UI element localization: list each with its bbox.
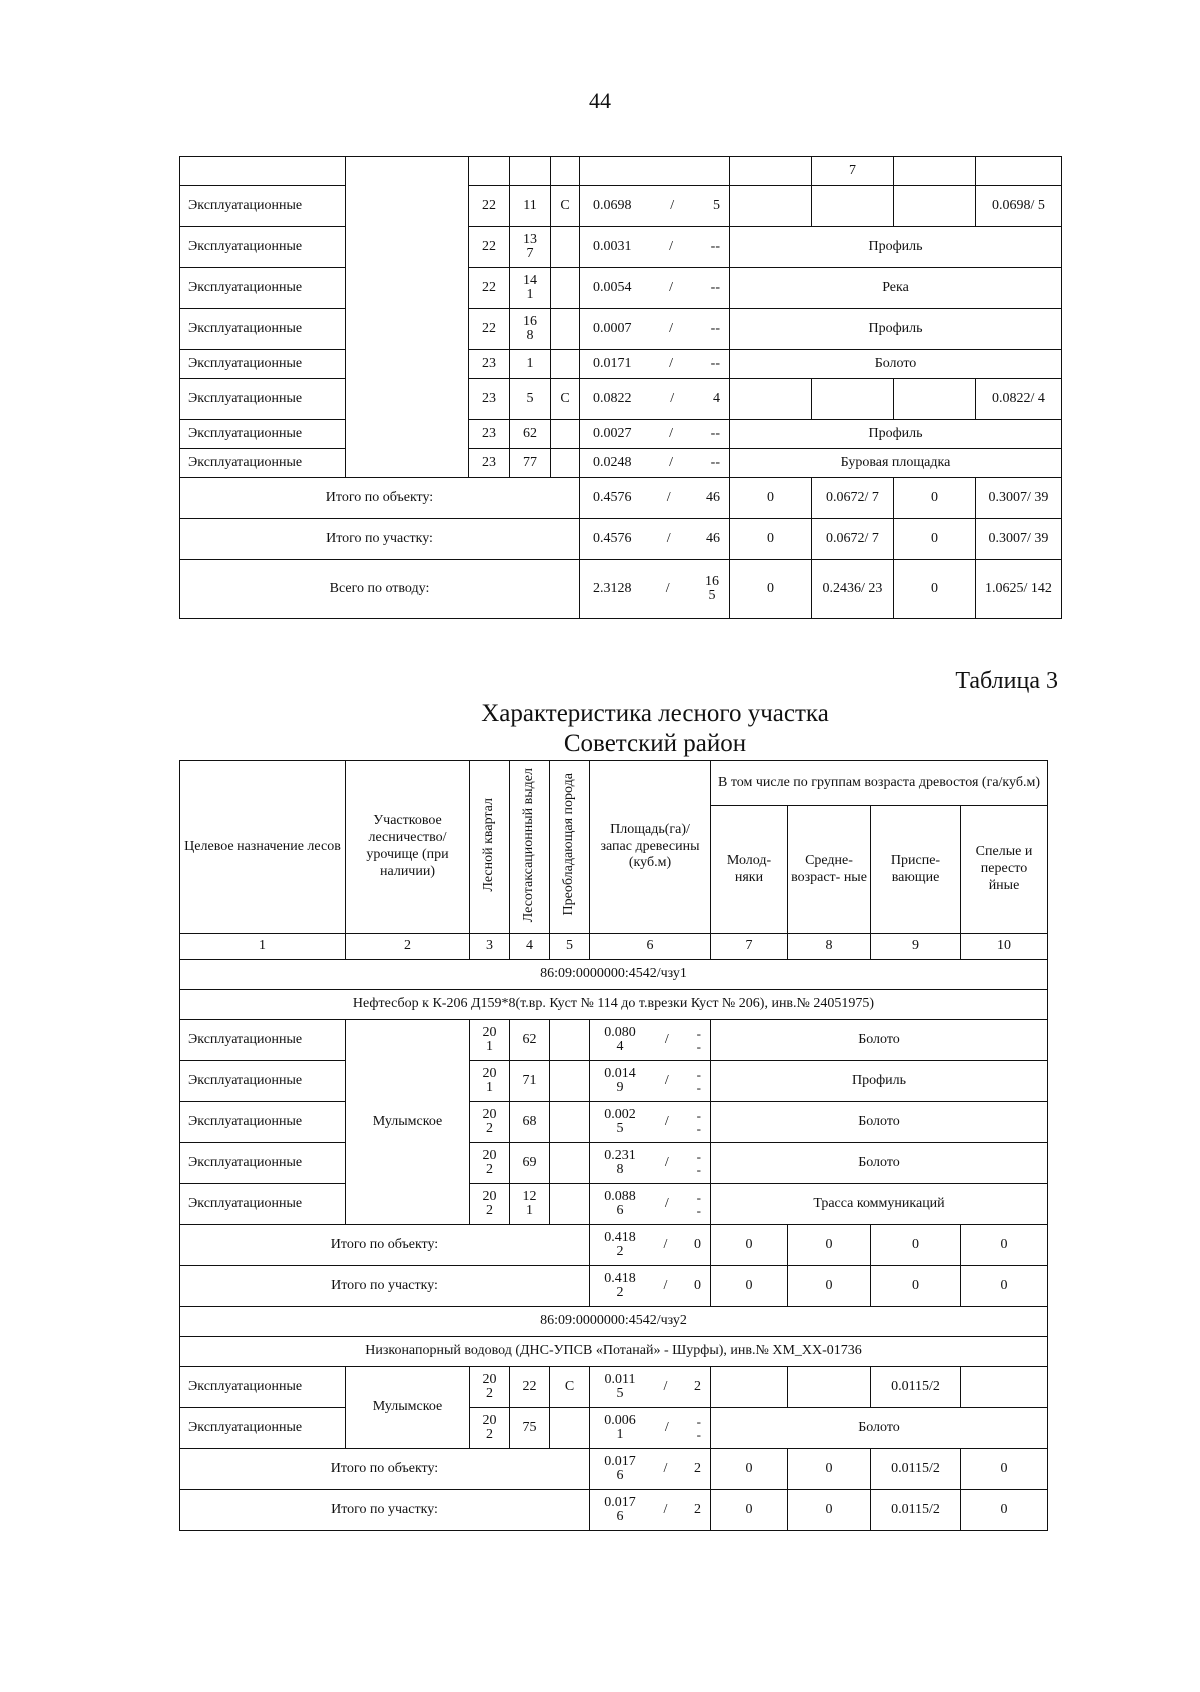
cell-spelye: 0 <box>961 1266 1048 1307</box>
slash: / <box>663 1236 668 1252</box>
header-age-groups: В том числе по группам возраста древостоя (га/куб.м) <box>711 761 1048 806</box>
total-row <box>180 519 1062 560</box>
zapas-value: 2 <box>693 1460 701 1476</box>
cell-land-type: Профиль <box>730 227 1062 268</box>
col-number: 9 <box>871 934 961 960</box>
table-caption: Таблица 3 <box>955 668 1058 694</box>
cell-naznachenie: Эксплуатационные <box>180 379 346 420</box>
cell-vydel: 71 <box>510 1061 550 1102</box>
continuation-header-row <box>180 157 1062 186</box>
area-value: 0.231 8 <box>604 1148 636 1177</box>
cell-area <box>580 449 730 478</box>
cell-kvartal: 22 <box>469 186 510 227</box>
object-name: Низконапорный водовод (ДНС-УПСВ «Потанай» - Шурфы), инв.№ ХМ_ХХ-01736 <box>180 1337 1048 1367</box>
cell-naznachenie: Эксплуатационные <box>180 420 346 449</box>
header-prispevayushchie: Приспе- вающие <box>871 806 961 934</box>
cell-poroda <box>550 1184 590 1225</box>
slash: / <box>664 1154 669 1170</box>
cell-area <box>590 1143 711 1184</box>
cell-lesnichestvo <box>346 268 469 309</box>
table-row <box>180 1184 1048 1225</box>
header-row <box>180 761 1048 806</box>
zapas-value: -- <box>710 454 720 470</box>
table-row <box>180 1408 1048 1449</box>
cell-naznachenie: Эксплуатационные <box>180 1020 346 1061</box>
cell-land-type: Трасса коммуникаций <box>711 1184 1048 1225</box>
slash: / <box>663 1378 668 1394</box>
cell-naznachenie: Эксплуатационные <box>180 449 346 478</box>
zapas-value: -- <box>710 238 720 254</box>
cell-area <box>590 1367 711 1408</box>
cell-molodnyaki: 0 <box>711 1225 788 1266</box>
cell-area <box>580 560 730 619</box>
zapas-value: 4 <box>712 390 720 406</box>
cell-poroda <box>550 1143 590 1184</box>
object-name: Нефтесбор к К-206 Д159*8(т.вр. Куст № 114 до т.врезки Куст № 206), инв.№ 24051975) <box>180 990 1048 1020</box>
cell-lesnichestvo <box>346 309 469 350</box>
cell-prispevayushchie: 0 <box>894 478 976 519</box>
header-lesnichestvo: Участковое лесничество/ урочище (при наличии) <box>346 761 470 934</box>
slash: / <box>670 390 675 406</box>
cell-lesnichestvo <box>346 379 469 420</box>
cell-prispevayushchie <box>894 186 976 227</box>
area-value: 0.002 5 <box>604 1107 636 1136</box>
zapas-value: 0 <box>693 1236 701 1252</box>
cell-naznachenie: Эксплуатационные <box>180 1367 346 1408</box>
table-row <box>180 186 1062 227</box>
cell-srednevozrastnye: 0 <box>788 1266 871 1307</box>
cell-kvartal: 20 2 <box>470 1367 510 1408</box>
cell-empty <box>180 157 346 186</box>
cell-spelye: 0.3007/ 39 <box>976 519 1062 560</box>
slash: / <box>666 530 671 546</box>
area-value: 0.418 2 <box>604 1230 636 1259</box>
cell-land-type: Профиль <box>730 309 1062 350</box>
cell-spelye: 0 <box>961 1449 1048 1490</box>
cell-kvartal: 22 <box>469 227 510 268</box>
col-number: 1 <box>180 934 346 960</box>
zapas-value: - - <box>696 1149 701 1177</box>
section-cadastre-row <box>180 1307 1048 1337</box>
cell-prispevayushchie: 0 <box>894 519 976 560</box>
zapas-value: 46 <box>705 489 720 505</box>
table-subtitle: Советский район <box>563 730 747 757</box>
header-spelye: Спелые и пересто йные <box>961 806 1048 934</box>
cell-poroda <box>551 449 580 478</box>
header-vydel: Лесотаксационный выдел <box>510 761 550 934</box>
cell-naznachenie: Эксплуатационные <box>180 186 346 227</box>
section-cadastre-row <box>180 960 1048 990</box>
slash: / <box>664 1195 669 1211</box>
cell-area <box>590 1449 711 1490</box>
cell-poroda <box>551 268 580 309</box>
table-row <box>180 379 1062 420</box>
slash: / <box>663 1277 668 1293</box>
cell-land-type: Река <box>730 268 1062 309</box>
cell-area <box>580 519 730 560</box>
cell-total-label: Итого по объекту: <box>180 1225 590 1266</box>
cell-area <box>590 1184 711 1225</box>
cell-srednevozrastnye <box>812 379 894 420</box>
col-number: 3 <box>470 934 510 960</box>
cell-poroda <box>551 309 580 350</box>
cell-kvartal: 20 1 <box>470 1020 510 1061</box>
cell-total-label: Итого по объекту: <box>180 1449 590 1490</box>
zapas-value: - - <box>696 1026 701 1054</box>
zapas-value: - - <box>696 1108 701 1136</box>
cell-kvartal: 23 <box>469 449 510 478</box>
cell-vydel: 16 8 <box>510 309 551 350</box>
cell-naznachenie: Эксплуатационные <box>180 1184 346 1225</box>
cell-molodnyaki <box>711 1367 788 1408</box>
table-row <box>180 1143 1048 1184</box>
cell-naznachenie: Эксплуатационные <box>180 268 346 309</box>
cell-vydel: 75 <box>510 1408 550 1449</box>
cell-vydel: 69 <box>510 1143 550 1184</box>
cell-kvartal: 23 <box>469 379 510 420</box>
cell-area <box>580 268 730 309</box>
cell-area <box>590 1408 711 1449</box>
col-number: 8 <box>788 934 871 960</box>
cell-naznachenie: Эксплуатационные <box>180 350 346 379</box>
area-value: 0.4576 <box>593 489 632 505</box>
cell-molodnyaki: 0 <box>711 1266 788 1307</box>
cell-empty <box>730 157 812 186</box>
area-value: 0.418 2 <box>604 1271 636 1300</box>
col-number: 6 <box>590 934 711 960</box>
cell-lesnichestvo: Мулымское <box>346 1367 470 1449</box>
area-value: 0.014 9 <box>604 1066 636 1095</box>
slash: / <box>664 1113 669 1129</box>
cell-poroda <box>550 1408 590 1449</box>
cell-area <box>590 1225 711 1266</box>
cell-area <box>580 478 730 519</box>
slash: / <box>663 1501 668 1517</box>
cell-prispevayushchie: 0 <box>871 1225 961 1266</box>
cell-land-type: Профиль <box>730 420 1062 449</box>
cell-poroda <box>551 420 580 449</box>
total-row <box>180 1490 1048 1531</box>
cell-kvartal: 22 <box>469 309 510 350</box>
cell-empty <box>976 157 1062 186</box>
cell-area <box>590 1266 711 1307</box>
total-row <box>180 1225 1048 1266</box>
cell-poroda <box>550 1061 590 1102</box>
zapas-value: 0 <box>693 1277 701 1293</box>
cell-poroda <box>551 350 580 379</box>
cell-area <box>580 309 730 350</box>
cell-kvartal: 23 <box>469 350 510 379</box>
cell-srednevozrastnye: 0 <box>788 1449 871 1490</box>
cell-naznachenie: Эксплуатационные <box>180 309 346 350</box>
cell-poroda: С <box>551 186 580 227</box>
cell-area <box>590 1061 711 1102</box>
cell-prispevayushchie: 0 <box>871 1266 961 1307</box>
area-value: 0.088 6 <box>604 1189 636 1218</box>
zapas-value: -- <box>710 355 720 371</box>
area-value: 0.0054 <box>593 279 632 295</box>
cell-molodnyaki: 0 <box>730 478 812 519</box>
table-row <box>180 449 1062 478</box>
area-value: 0.017 6 <box>604 1495 636 1524</box>
cell-empty <box>510 157 551 186</box>
cell-vydel: 62 <box>510 420 551 449</box>
table-row <box>180 1367 1048 1408</box>
slash: / <box>669 279 674 295</box>
cell-vydel: 62 <box>510 1020 550 1061</box>
cell-srednevozrastnye: 0.0672/ 7 <box>812 519 894 560</box>
cell-land-type: Болото <box>730 350 1062 379</box>
zapas-value: - - <box>696 1190 701 1218</box>
zapas-value: -- <box>710 320 720 336</box>
cell-area <box>580 350 730 379</box>
cell-spelye: 0.0822/ 4 <box>976 379 1062 420</box>
slash: / <box>666 489 671 505</box>
cell-lesnichestvo <box>346 420 469 449</box>
cell-land-type: Болото <box>711 1143 1048 1184</box>
cell-molodnyaki <box>730 186 812 227</box>
cell-vydel: 14 1 <box>510 268 551 309</box>
cell-kvartal: 22 <box>469 268 510 309</box>
table-row <box>180 1102 1048 1143</box>
cell-kvartal: 20 2 <box>470 1184 510 1225</box>
cell-spelye: 0.0698/ 5 <box>976 186 1062 227</box>
cell-lesnichestvo <box>346 449 469 478</box>
cell-vydel: 12 1 <box>510 1184 550 1225</box>
header-naznachenie: Целевое назначение лесов <box>180 761 346 934</box>
cell-col-7: 7 <box>812 157 894 186</box>
zapas-value: -- <box>710 279 720 295</box>
header-area: Площадь(га)/ запас древесины (куб.м) <box>590 761 711 934</box>
table-row <box>180 350 1062 379</box>
table-row <box>180 268 1062 309</box>
cell-spelye: 0 <box>961 1225 1048 1266</box>
cell-poroda <box>550 1020 590 1061</box>
area-value: 0.017 6 <box>604 1454 636 1483</box>
cell-prispevayushchie <box>894 379 976 420</box>
cell-kvartal: 23 <box>469 420 510 449</box>
section-object-row <box>180 990 1048 1020</box>
section-object-row <box>180 1337 1048 1367</box>
cell-land-type: Болото <box>711 1020 1048 1061</box>
cell-total-label: Итого по участку: <box>180 1490 590 1531</box>
cell-vydel: 13 7 <box>510 227 551 268</box>
cell-prispevayushchie: 0.0115/2 <box>871 1449 961 1490</box>
area-value: 2.3128 <box>593 580 632 596</box>
table-row <box>180 309 1062 350</box>
cell-area <box>590 1102 711 1143</box>
area-value: 0.0007 <box>593 320 632 336</box>
slash: / <box>663 1460 668 1476</box>
zapas-value: - - <box>696 1414 701 1442</box>
cell-vydel: 11 <box>510 186 551 227</box>
total-row <box>180 1449 1048 1490</box>
column-numbers-row <box>180 934 1048 960</box>
cell-poroda: С <box>551 379 580 420</box>
area-value: 0.0248 <box>593 454 632 470</box>
slash: / <box>669 425 674 441</box>
area-value: 0.0031 <box>593 238 632 254</box>
table-title: Характеристика лесного участка <box>481 700 829 727</box>
cell-lesnichestvo: Мулымское <box>346 1020 470 1225</box>
area-value: 0.006 1 <box>604 1413 636 1442</box>
cell-molodnyaki: 0 <box>711 1449 788 1490</box>
continuation-table <box>179 156 1062 619</box>
cell-molodnyaki: 0 <box>730 560 812 619</box>
cell-total-label: Итого по объекту: <box>180 478 580 519</box>
total-row <box>180 560 1062 619</box>
col-number: 10 <box>961 934 1048 960</box>
cell-land-type: Буровая площадка <box>730 449 1062 478</box>
cell-molodnyaki <box>730 379 812 420</box>
cell-empty <box>580 157 730 186</box>
col-number: 4 <box>510 934 550 960</box>
slash: / <box>669 454 674 470</box>
slash: / <box>664 1072 669 1088</box>
cell-land-type: Болото <box>711 1408 1048 1449</box>
area-value: 0.0822 <box>593 390 632 406</box>
cell-area <box>590 1490 711 1531</box>
table-row <box>180 420 1062 449</box>
cell-vydel: 22 <box>510 1367 550 1408</box>
zapas-value: 5 <box>712 197 720 213</box>
area-value: 0.0171 <box>593 355 632 371</box>
slash: / <box>669 320 674 336</box>
cell-srednevozrastnye: 0 <box>788 1490 871 1531</box>
header-srednevozrastnye: Средне- возраст- ные <box>788 806 871 934</box>
cell-spelye: 0.3007/ 39 <box>976 478 1062 519</box>
cell-kvartal: 20 2 <box>470 1408 510 1449</box>
cell-area <box>590 1020 711 1061</box>
slash: / <box>665 580 670 596</box>
area-value: 0.0027 <box>593 425 632 441</box>
col-number: 2 <box>346 934 470 960</box>
cell-kvartal: 20 2 <box>470 1102 510 1143</box>
cell-lesnichestvo <box>346 157 469 186</box>
cell-area <box>580 379 730 420</box>
cell-naznachenie: Эксплуатационные <box>180 227 346 268</box>
zapas-value: -- <box>710 425 720 441</box>
zapas-value: 2 <box>693 1501 701 1517</box>
cell-naznachenie: Эксплуатационные <box>180 1061 346 1102</box>
area-value: 0.4576 <box>593 530 632 546</box>
table-row <box>180 227 1062 268</box>
cell-total-label: Итого по участку: <box>180 1266 590 1307</box>
total-row <box>180 1266 1048 1307</box>
cell-empty <box>894 157 976 186</box>
cell-srednevozrastnye <box>812 186 894 227</box>
cell-spelye: 1.0625/ 142 <box>976 560 1062 619</box>
cell-prispevayushchie: 0.0115/2 <box>871 1490 961 1531</box>
header-molodnyaki: Молод- няки <box>711 806 788 934</box>
cell-naznachenie: Эксплуатационные <box>180 1102 346 1143</box>
area-value: 0.011 5 <box>604 1372 636 1401</box>
cell-total-label: Итого по участку: <box>180 519 580 560</box>
slash: / <box>664 1031 669 1047</box>
cell-srednevozrastnye <box>788 1367 871 1408</box>
cell-vydel: 1 <box>510 350 551 379</box>
area-value: 0.0698 <box>593 197 632 213</box>
cell-prispevayushchie: 0.0115/2 <box>871 1367 961 1408</box>
cadastre-number: 86:09:0000000:4542/чзу1 <box>180 960 1048 990</box>
page-number: 44 <box>589 88 611 113</box>
cell-spelye: 0 <box>961 1490 1048 1531</box>
slash: / <box>669 355 674 371</box>
cell-srednevozrastnye: 0 <box>788 1225 871 1266</box>
zapas-value: 46 <box>705 530 720 546</box>
cell-vydel: 5 <box>510 379 551 420</box>
cell-molodnyaki: 0 <box>711 1490 788 1531</box>
cell-total-label: Всего по отводу: <box>180 560 580 619</box>
table-row <box>180 1061 1048 1102</box>
cell-empty <box>551 157 580 186</box>
cell-land-type: Профиль <box>711 1061 1048 1102</box>
cell-kvartal: 20 1 <box>470 1061 510 1102</box>
slash: / <box>669 238 674 254</box>
table-row <box>180 1020 1048 1061</box>
cell-molodnyaki: 0 <box>730 519 812 560</box>
zapas-value: 2 <box>693 1378 701 1394</box>
cell-kvartal: 20 2 <box>470 1143 510 1184</box>
cell-spelye <box>961 1367 1048 1408</box>
cell-naznachenie: Эксплуатационные <box>180 1143 346 1184</box>
cell-srednevozrastnye: 0.0672/ 7 <box>812 478 894 519</box>
total-row <box>180 478 1062 519</box>
cell-land-type: Болото <box>711 1102 1048 1143</box>
header-kvartal: Лесной квартал <box>470 761 510 934</box>
cell-area <box>580 227 730 268</box>
cell-empty <box>469 157 510 186</box>
cell-area <box>580 420 730 449</box>
cell-srednevozrastnye: 0.2436/ 23 <box>812 560 894 619</box>
cell-vydel: 77 <box>510 449 551 478</box>
cell-lesnichestvo <box>346 350 469 379</box>
cadastre-number: 86:09:0000000:4542/чзу2 <box>180 1307 1048 1337</box>
slash: / <box>670 197 675 213</box>
slash: / <box>664 1419 669 1435</box>
cell-lesnichestvo <box>346 227 469 268</box>
cell-naznachenie: Эксплуатационные <box>180 1408 346 1449</box>
zapas-value: 16 5 <box>704 574 719 603</box>
area-value: 0.080 4 <box>604 1025 636 1054</box>
cell-poroda <box>550 1102 590 1143</box>
cell-lesnichestvo <box>346 186 469 227</box>
cell-vydel: 68 <box>510 1102 550 1143</box>
zapas-value: - - <box>696 1067 701 1095</box>
table-3 <box>179 760 1048 1531</box>
col-number: 7 <box>711 934 788 960</box>
col-number: 5 <box>550 934 590 960</box>
cell-area <box>580 186 730 227</box>
cell-poroda <box>551 227 580 268</box>
cell-prispevayushchie: 0 <box>894 560 976 619</box>
header-poroda: Преобладающая порода <box>550 761 590 934</box>
cell-poroda: С <box>550 1367 590 1408</box>
